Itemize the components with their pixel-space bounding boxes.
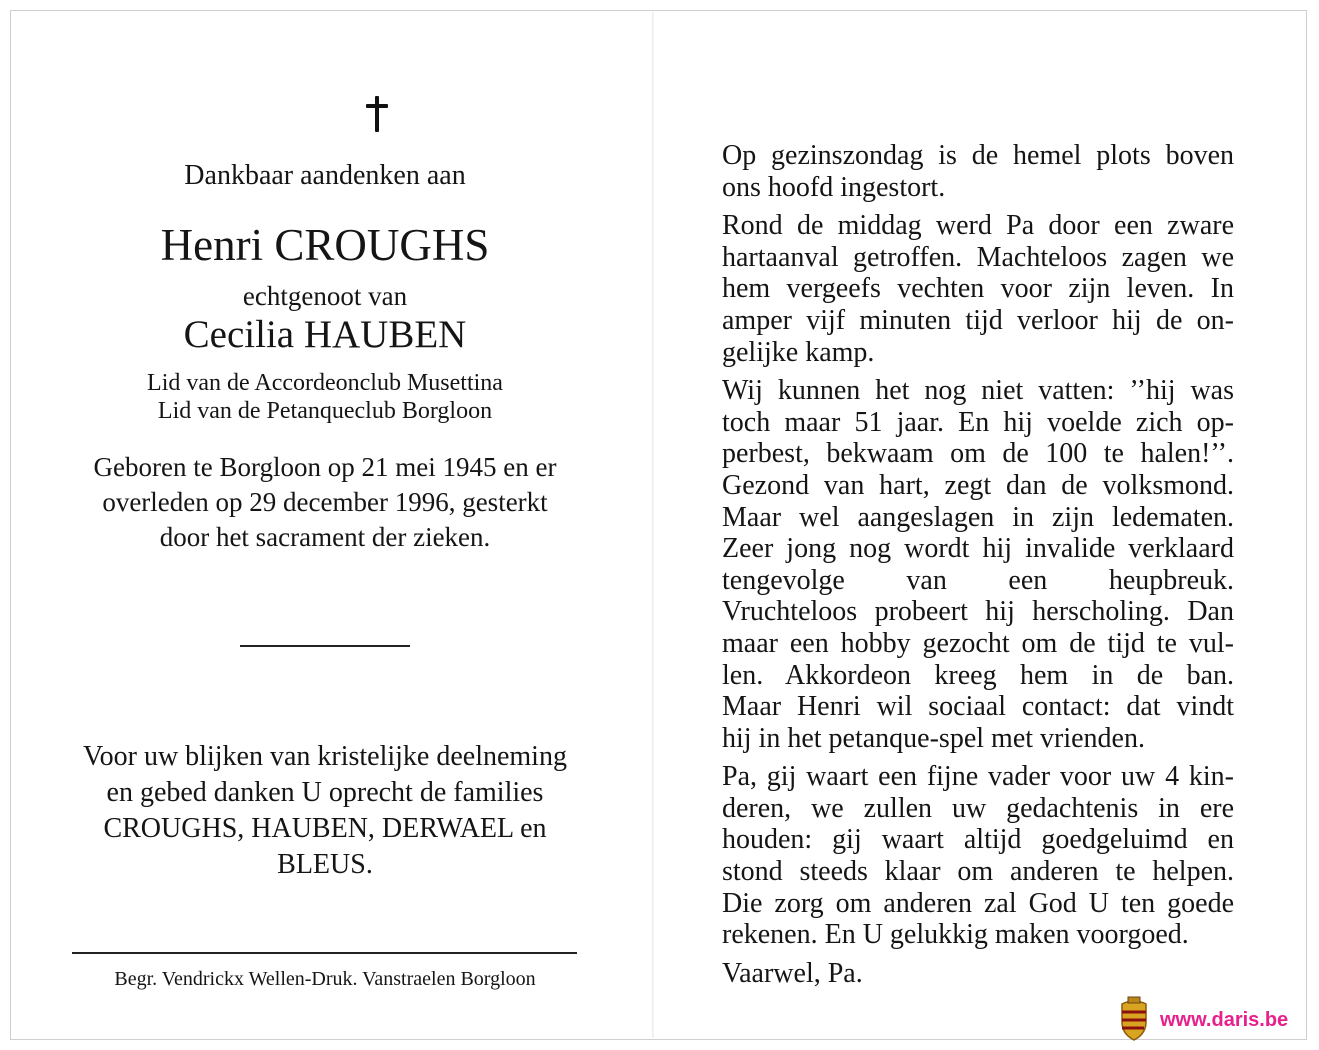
text-line: Gezond van hart, zegt dan de volksmond. [722,469,1234,501]
watermark-text: www.daris.be [1160,1009,1289,1031]
text-line: Vaarwel, Pa. [722,957,863,989]
text-paragraph [722,761,1234,951]
text-line: Maar wel aangeslagen in zijn ledematen. [722,501,1234,533]
text-line: amper vijf minuten tijd verloor hij de on- [722,304,1234,336]
text-line: Rond de middag werd Pa door een zware [722,210,1234,242]
text-line: toch maar 51 jaar. En hij voelde zich op- [722,406,1234,438]
text-line: Vruchteloos probeert hij herscholing. Dan [722,596,1234,628]
cross-icon [365,96,389,136]
printer-credit: Begr. Vendrickx Wellen-Druk. Vanstraelen Borgloon [114,968,536,990]
thanks-line: en gebed danken U oprecht de families [106,777,544,808]
birth-death-line: overleden op 29 december 1996, gesterkt [102,487,548,517]
thanks-line: BLEUS. [277,849,373,880]
spouse-name: Cecilia HAUBEN [183,313,467,356]
text-paragraph [722,958,1234,990]
thanks-line: Voor uw blijken van kristelijke deelneming [83,741,567,772]
text-line: hartaanval getroffen. Machteloos zagen we [722,241,1234,273]
text-line: gelijke kamp. [722,336,875,368]
watermark [1116,996,1306,1042]
right-panel [722,140,1234,996]
text-line: stond steeds klaar om anderen te helpen. [722,856,1234,888]
text-line: tengevolge van een heupbreuk. [722,564,1234,596]
text-line: Zeer jong nog wordt hij invalide verklaard [722,533,1234,565]
text-paragraph [722,210,1234,368]
deceased-name: Henri CROUGHS [160,220,490,270]
text-line: maar een hobby gezocht om de tijd te vul- [722,627,1234,659]
text-line: perbest, bekwaam om de 100 te halen!’’. [722,438,1234,470]
text-line: Die zorg om anderen zal God U ten goede [722,887,1234,919]
text-line: ons hoofd ingestort. [722,171,946,203]
text-paragraph [722,375,1234,754]
text-line: hem vergeefs vechten voor zijn leven. In [722,273,1234,305]
text-paragraph [722,140,1234,203]
text-line: rekenen. En U gelukkig maken voorgoed. [722,919,1189,951]
card-fold [652,12,654,1038]
text-line: len. Akkordeon kreeg hem in de ban. [722,659,1234,691]
text-line: hij in het petanque-spel met vrienden. [722,722,1145,754]
relation-text: echtgenoot van [242,281,408,311]
divider [240,645,410,647]
text-line: houden: gij waart altijd goedgeluimd en [722,824,1234,856]
footer-divider [72,952,577,954]
thanks-line: CROUGHS, HAUBEN, DERWAEL en [103,813,547,844]
text-line: deren, we zullen uw gedachtenis in ere [722,792,1234,824]
birth-death-line: Geboren te Borgloon op 21 mei 1945 en er [93,452,557,482]
coat-of-arms-icon [1116,996,1152,1042]
intro-text: Dankbaar aandenken aan [184,160,466,191]
text-line: Pa, gij waart een fijne vader voor uw 4 kin- [722,761,1234,793]
membership-line: Lid van de Petanqueclub Borgloon [157,398,493,424]
birth-death-line: door het sacrament der zieken. [159,522,491,552]
text-line: Maar Henri wil sociaal contact: dat vindt [722,691,1234,723]
text-line: Op gezinszondag is de hemel plots boven [722,140,1234,171]
text-line: Wij kunnen het nog niet vatten: ’’hij was [722,375,1234,407]
membership-line: Lid van de Accordeonclub Musettina [147,370,503,396]
